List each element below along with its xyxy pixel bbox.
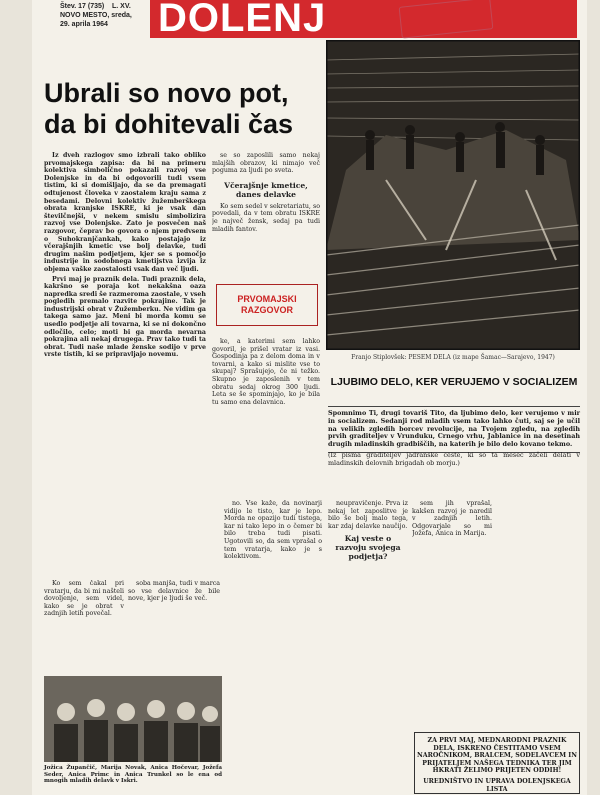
lower-col3-text: no. Vse kaže, da novinarji vidijo le tisto, kar je lepo. Morda ne opazijo tudi tistega, kar ni tako lepo in o čemer bi bilo treba tudi pisati. Ugotovili so, da sem vprašal o tem vratarja, kako je s kolektivom. [224,500,322,561]
photo-caption: Jožica Župančič, Marija Novak, Anica Hočevar, Jožefa Seder, Anica Primc in Anica Trunkel so le ena od mnogih mladih delavk v Iskri. [44,765,222,785]
side2-paragraph: ke, a katerimi sem lahko govoril, je prišel vratar iz vasi. Gospodinja pa z delom doma in v tovarni, a kako si mislite vse to skupaj? Sprašujejo, če ni težko. Skupno je zaposlenih v tem obratu sedaj okrog 300 ljudi. Leta se še spominjajo, ko je bila tu samo ena delavnica. [212,338,320,406]
masthead [40,0,577,40]
masthead-title: DOLENJ [158,0,327,40]
side-paragraph: se so zaposlili samo nekaj mlajših obrazov, ki nimajo več poguma za ljudi po sveta. [212,152,320,175]
place-day: NOVO MESTO, sreda, [60,12,132,19]
issue-number: Štev. 17 (735) [60,3,105,10]
workers-photo-image [44,676,222,762]
may-day-greeting-box [414,732,580,794]
lower-col5-text: sem jih vprašal, kakšen razvoj je naredil v zadnjih letih. Odgovarjale so mi Jožefa, Anica in Marija. [412,500,492,538]
slogan-note: (Iz pisma graditeljev jadranske ceste, ki so ta mesec začeli delati v mladinskih delovnih brigadah ob morju.) [328,451,580,467]
subheading-development: Kaj veste o razvoju svojega podjetja? [335,534,401,562]
side-column-2 [212,338,320,496]
headline-line-2: da bi dohitevali čas [44,109,294,139]
woodcut-illustration [326,40,580,350]
headline-line-1: Ubrali so novo pot, [44,78,289,108]
intro-paragraph-2: Prvi maj je praznik dela. Tudi praznik dela, kakršno se poraja kot nekakšna oaza napredka sredi še razmeroma zaostale, v vseh pogledih premalo razvite pokrajine. Tak je industrijski obrat v Žužemberku. Ne vidim ga takega samo jaz. Meni bi morda komu se usedlo podjetje ali tovarna, ki se ni dokončno odločilo, celo; moti bi ga morda nevarna pokrajina ali nekaj drugega. Prav tako tudi ta obrat. Tudi naše mlade ženske sodijo v prve vrste tistih, ki se pripravljajo novemu. [44,275,206,359]
lower-col1-text: Ko sem čakal pri vratarju, da bi mi našteli dovoljenje, sem videl, kako se je obrat v zadnjih letih povečal. [44,580,124,618]
intro-paragraph: Iz dveh razlogov smo izbrali tako obliko prvomajskega zapisa: da bi na primeru kolektiva simbolično pokazali razvoj vse Dolenjske in da bi odgovorili tudi vsem tistim, ki si domišljajo, da se da premagati odtujenost človeka v zaostalem kraju sama z besedami. Delovni kolektiv žužemberškega obrata kranjske ISKRE, ki je vsak dan številčnejši, v nekem smislu simbolizira razvoj vse Dolenjske. Zato je posvečen naš razgovor, čeprav bo govora o njem predvsem o Suhokranjčankah, kako postajajo iz včerajšnjih kmetic vse bolj delavke, tudi drugim našim podjetjem, kjer se s pomočjo industrije in sodobnega kmetijstva izvija iz objema vaške zaostalosti vsak dan več ljudi. [44,152,206,273]
lower-column-3 [224,500,322,790]
subheading-workers: Včerajšnje kmetice, danes delavke [224,180,308,199]
lower-column-5 [412,500,492,730]
lower-column-1 [44,580,124,672]
woodcut-image [326,40,580,350]
slogan-body: Spomnimo Ti, drugi tovariš Tito, da ljubimo delo, ker verujemo v mir in socializem. Sedanji rod mladih vsem tako lahko čuti, saj se je učil na velikih zgledih borcev revolucije, na Tvojem zgledu, na zgledih prvih graditeljev v Vrunduku, Crnego vrhu, Jablanice in na desetinah drugih mladinskih gradbiščih, na katerih je bilo delo kovano tekmo. [328,406,580,453]
workers-photo [44,676,222,762]
prvomajski-razgovor-label: PRVOMAJSKI RAZGOVOR [216,284,318,326]
lower-column-2 [128,580,220,672]
side-column [212,152,320,235]
issue-date: 29. aprila 1964 [60,21,108,28]
volume: L. XV. [112,3,131,10]
lower-col4-text: neupravičenje. Prva iz nekaj let zaposlitve je bilo še bolj malo tega, kar zdaj delavke naučijo. [328,500,408,530]
lower-column-4 [328,500,408,790]
greeting-text: ZA PRVI MAJ, MEDNARODNI PRAZNIK DELA, ISKRENO ČESTITAMO VSEM NAROČNIKOM, BRALCEM, SODELAVCEM IN PRIJATELJEM NAŠEGA TEDNIKA TER JIM HKRATI ŽELIMO PRIJETEN ODDIH! [417,737,577,775]
greeting-signature: UREDNIŠTVO IN UPRAVA DOLENJSKEGA LISTA [423,777,571,793]
slogan-heading: LJUBIMO DELO, KER VERUJEMO V SOCIALIZEM [330,376,578,388]
lower-col2-text: soba manjša, tudi v marca so vse delavnice že bile nove, kjer je ljudi še več. [128,580,220,603]
side-paragraph-2: Ko sem sedel v sekretariatu, so povedali, da v tem obratu ISKRE je največ žensk, sedaj pa tudi mladih fantov. [212,202,320,233]
issue-info [60,2,132,29]
intro-column [44,152,206,590]
woodcut-caption: Franjo Stiplovšek: PESEM DELA (iz mape Šamac—Sarajevo, 1947) [351,354,555,361]
newspaper-page [32,0,587,795]
headline [44,78,314,140]
